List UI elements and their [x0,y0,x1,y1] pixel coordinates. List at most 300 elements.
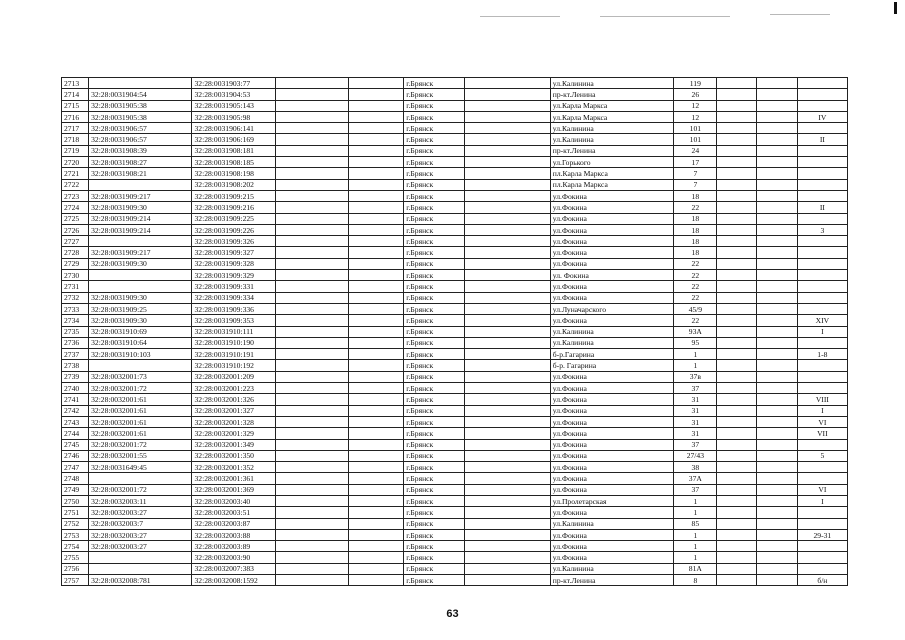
parcel-cadastral-cell [89,563,192,574]
city-cell: г.Брянск [404,303,465,314]
table-row [62,236,848,247]
blank-cell-c [465,495,550,506]
blank-cell-d [717,145,756,156]
blank-cell-c [465,111,550,122]
record-number-cell: 2713 [62,78,89,89]
blank-cell-e [756,281,797,292]
object-cadastral-cell: 32:28:0032003:88 [192,529,275,540]
blank-cell-d [717,247,756,258]
street-cell: ул.Горького [550,157,673,168]
house-number-cell: 17 [674,157,717,168]
blank-cell-b [349,428,404,439]
house-number-cell: 1 [674,495,717,506]
record-number-cell: 2720 [62,157,89,168]
blank-cell-e [756,157,797,168]
blank-cell-d [717,326,756,337]
table-row [62,168,848,179]
house-number-cell: 1 [674,529,717,540]
city-cell: г.Брянск [404,281,465,292]
blank-cell-c [465,78,550,89]
record-number-cell: 2726 [62,224,89,235]
table-row [62,247,848,258]
premises-number-cell [797,258,847,269]
blank-cell-e [756,202,797,213]
record-number-cell: 2757 [62,575,89,586]
record-number-cell: 2727 [62,236,89,247]
blank-cell-d [717,563,756,574]
street-cell: ул.Фокина [550,213,673,224]
table-row [62,202,848,213]
premises-number-cell [797,145,847,156]
blank-cell-a [275,78,348,89]
blank-cell-e [756,168,797,179]
blank-cell-d [717,405,756,416]
object-cadastral-cell: 32:28:0032003:90 [192,552,275,563]
blank-cell-e [756,89,797,100]
blank-cell-e [756,473,797,484]
premises-number-cell [797,552,847,563]
blank-cell-c [465,563,550,574]
blank-cell-d [717,495,756,506]
street-cell: ул.Луначарского [550,303,673,314]
blank-cell-d [717,281,756,292]
record-number-cell: 2754 [62,541,89,552]
table-row [62,541,848,552]
blank-cell-b [349,179,404,190]
parcel-cadastral-cell: 32:28:0032001:61 [89,394,192,405]
premises-number-cell: IV [797,111,847,122]
object-cadastral-cell: 32:28:0032001:209 [192,371,275,382]
premises-number-cell [797,371,847,382]
blank-cell-a [275,326,348,337]
blank-cell-a [275,462,348,473]
blank-cell-e [756,518,797,529]
record-number-cell: 2741 [62,394,89,405]
street-cell: б-р. Гагарина [550,360,673,371]
blank-cell-d [717,450,756,461]
record-number-cell: 2753 [62,529,89,540]
scan-edge-mark [894,2,897,14]
blank-cell-a [275,292,348,303]
table-row [62,575,848,586]
parcel-cadastral-cell: 32:28:0031908:39 [89,145,192,156]
city-cell: г.Брянск [404,563,465,574]
premises-number-cell [797,337,847,348]
street-cell: ул.Карла Маркса [550,111,673,122]
blank-cell-c [465,190,550,201]
blank-cell-b [349,383,404,394]
blank-cell-c [465,405,550,416]
parcel-cadastral-cell: 32:28:0031908:21 [89,168,192,179]
object-cadastral-cell: 32:28:0032001:329 [192,428,275,439]
blank-cell-b [349,157,404,168]
street-cell: ул.Фокина [550,450,673,461]
house-number-cell: 31 [674,405,717,416]
blank-cell-b [349,292,404,303]
blank-cell-e [756,326,797,337]
city-cell: г.Брянск [404,157,465,168]
blank-cell-c [465,326,550,337]
premises-number-cell: II [797,134,847,145]
house-number-cell: 22 [674,270,717,281]
city-cell: г.Брянск [404,224,465,235]
city-cell: г.Брянск [404,371,465,382]
parcel-cadastral-cell: 32:28:0032001:61 [89,428,192,439]
scan-noise-line [480,16,560,17]
street-cell: ул.Фокина [550,224,673,235]
blank-cell-d [717,315,756,326]
record-number-cell: 2755 [62,552,89,563]
house-number-cell: 31 [674,394,717,405]
street-cell: ул.Калинина [550,563,673,574]
parcel-cadastral-cell: 32:28:0031909:30 [89,292,192,303]
blank-cell-d [717,111,756,122]
object-cadastral-cell: 32:28:0031906:141 [192,123,275,134]
object-cadastral-cell: 32:28:0032001:327 [192,405,275,416]
parcel-cadastral-cell [89,552,192,563]
blank-cell-c [465,157,550,168]
premises-number-cell [797,78,847,89]
object-cadastral-cell: 32:28:0032003:89 [192,541,275,552]
blank-cell-b [349,303,404,314]
house-number-cell: 45/9 [674,303,717,314]
blank-cell-b [349,168,404,179]
table-row [62,111,848,122]
blank-cell-a [275,157,348,168]
blank-cell-e [756,134,797,145]
house-number-cell: 37 [674,383,717,394]
blank-cell-e [756,507,797,518]
object-cadastral-cell: 32:28:0031910:190 [192,337,275,348]
blank-cell-c [465,303,550,314]
object-cadastral-cell: 32:28:0032001:349 [192,439,275,450]
street-cell: ул.Фокина [550,507,673,518]
blank-cell-c [465,473,550,484]
object-cadastral-cell: 32:28:0031908:202 [192,179,275,190]
record-number-cell: 2756 [62,563,89,574]
table-row [62,179,848,190]
blank-cell-c [465,428,550,439]
blank-cell-e [756,315,797,326]
parcel-cadastral-cell: 32:28:0031910:103 [89,349,192,360]
premises-number-cell [797,100,847,111]
street-cell: ул.Фокина [550,383,673,394]
blank-cell-b [349,575,404,586]
scan-noise-line [600,16,730,17]
blank-cell-a [275,507,348,518]
blank-cell-b [349,247,404,258]
blank-cell-b [349,111,404,122]
city-cell: г.Брянск [404,495,465,506]
record-number-cell: 2746 [62,450,89,461]
blank-cell-c [465,360,550,371]
blank-cell-d [717,529,756,540]
street-cell: ул.Фокина [550,236,673,247]
blank-cell-d [717,337,756,348]
table-row [62,157,848,168]
table-row [62,190,848,201]
parcel-cadastral-cell: 32:28:0032003:27 [89,541,192,552]
object-cadastral-cell: 32:28:0031908:198 [192,168,275,179]
street-cell: ул.Калинина [550,518,673,529]
city-cell: г.Брянск [404,575,465,586]
blank-cell-a [275,224,348,235]
object-cadastral-cell: 32:28:0031908:181 [192,145,275,156]
record-number-cell: 2737 [62,349,89,360]
city-cell: г.Брянск [404,349,465,360]
blank-cell-a [275,247,348,258]
premises-number-cell [797,281,847,292]
table-row [62,123,848,134]
house-number-cell: 1 [674,507,717,518]
house-number-cell: 22 [674,281,717,292]
blank-cell-e [756,123,797,134]
table-row [62,495,848,506]
blank-cell-c [465,179,550,190]
table-row [62,383,848,394]
premises-number-cell [797,123,847,134]
blank-cell-e [756,575,797,586]
object-cadastral-cell: 32:28:0032001:352 [192,462,275,473]
house-number-cell: 18 [674,190,717,201]
blank-cell-b [349,450,404,461]
house-number-cell: 24 [674,145,717,156]
blank-cell-e [756,428,797,439]
house-number-cell: 26 [674,89,717,100]
premises-number-cell [797,303,847,314]
blank-cell-d [717,89,756,100]
blank-cell-b [349,270,404,281]
premises-number-cell: VI [797,484,847,495]
blank-cell-b [349,541,404,552]
table-row [62,292,848,303]
blank-cell-e [756,529,797,540]
blank-cell-d [717,213,756,224]
premises-number-cell [797,89,847,100]
blank-cell-d [717,428,756,439]
premises-number-cell: VII [797,428,847,439]
blank-cell-c [465,439,550,450]
record-number-cell: 2730 [62,270,89,281]
blank-cell-e [756,439,797,450]
blank-cell-b [349,202,404,213]
street-cell: ул.Пролетарская [550,495,673,506]
house-number-cell: 1 [674,360,717,371]
object-cadastral-cell: 32:28:0031909:328 [192,258,275,269]
blank-cell-a [275,371,348,382]
city-cell: г.Брянск [404,168,465,179]
blank-cell-a [275,450,348,461]
premises-number-cell [797,236,847,247]
record-number-cell: 2739 [62,371,89,382]
scan-noise-line [770,14,830,15]
street-cell: ул.Калинина [550,326,673,337]
blank-cell-a [275,541,348,552]
blank-cell-c [465,224,550,235]
table-row [62,349,848,360]
street-cell: ул.Фокина [550,394,673,405]
blank-cell-e [756,349,797,360]
record-number-cell: 2732 [62,292,89,303]
premises-number-cell: XIV [797,315,847,326]
blank-cell-d [717,416,756,427]
record-number-cell: 2723 [62,190,89,201]
blank-cell-a [275,123,348,134]
parcel-cadastral-cell [89,236,192,247]
blank-cell-e [756,360,797,371]
premises-number-cell [797,179,847,190]
blank-cell-c [465,123,550,134]
blank-cell-b [349,416,404,427]
blank-cell-b [349,224,404,235]
premises-number-cell [797,360,847,371]
blank-cell-c [465,202,550,213]
blank-cell-c [465,236,550,247]
premises-number-cell: 5 [797,450,847,461]
blank-cell-b [349,100,404,111]
city-cell: г.Брянск [404,473,465,484]
blank-cell-a [275,575,348,586]
parcel-cadastral-cell: 32:28:0031649:45 [89,462,192,473]
city-cell: г.Брянск [404,100,465,111]
house-number-cell: 81А [674,563,717,574]
blank-cell-d [717,349,756,360]
city-cell: г.Брянск [404,394,465,405]
blank-cell-e [756,371,797,382]
object-cadastral-cell: 32:28:0031909:327 [192,247,275,258]
blank-cell-e [756,213,797,224]
street-cell: ул.Фокина [550,281,673,292]
record-number-cell: 2748 [62,473,89,484]
city-cell: г.Брянск [404,179,465,190]
premises-number-cell [797,518,847,529]
table-row [62,473,848,484]
city-cell: г.Брянск [404,450,465,461]
blank-cell-e [756,405,797,416]
object-cadastral-cell: 32:28:0031904:53 [192,89,275,100]
city-cell: г.Брянск [404,428,465,439]
blank-cell-c [465,89,550,100]
table-row [62,258,848,269]
street-cell: ул.Фокина [550,292,673,303]
blank-cell-b [349,190,404,201]
blank-cell-b [349,281,404,292]
record-number-cell: 2714 [62,89,89,100]
blank-cell-c [465,168,550,179]
object-cadastral-cell: 32:28:0031909:216 [192,202,275,213]
blank-cell-d [717,157,756,168]
blank-cell-d [717,552,756,563]
blank-cell-b [349,360,404,371]
blank-cell-c [465,529,550,540]
house-number-cell: 12 [674,111,717,122]
blank-cell-e [756,416,797,427]
parcel-cadastral-cell: 32:28:0031905:38 [89,111,192,122]
blank-cell-c [465,552,550,563]
parcel-cadastral-cell: 32:28:0031909:217 [89,247,192,258]
street-cell: ул.Фокина [550,190,673,201]
table-row [62,394,848,405]
premises-number-cell: 1-8 [797,349,847,360]
blank-cell-e [756,303,797,314]
city-cell: г.Брянск [404,145,465,156]
blank-cell-b [349,439,404,450]
object-cadastral-cell: 32:28:0032001:326 [192,394,275,405]
house-number-cell: 31 [674,428,717,439]
parcel-cadastral-cell: 32:28:0032001:72 [89,383,192,394]
blank-cell-a [275,315,348,326]
blank-cell-d [717,383,756,394]
blank-cell-a [275,145,348,156]
parcel-cadastral-cell: 32:28:0032003:11 [89,495,192,506]
object-cadastral-cell: 32:28:0031909:225 [192,213,275,224]
house-number-cell: 95 [674,337,717,348]
parcel-cadastral-cell: 32:28:0031908:27 [89,157,192,168]
city-cell: г.Брянск [404,529,465,540]
record-number-cell: 2724 [62,202,89,213]
blank-cell-d [717,575,756,586]
table-row [62,315,848,326]
city-cell: г.Брянск [404,270,465,281]
city-cell: г.Брянск [404,337,465,348]
street-cell: ул.Фокина [550,416,673,427]
object-cadastral-cell: 32:28:0032003:40 [192,495,275,506]
blank-cell-b [349,236,404,247]
blank-cell-b [349,473,404,484]
blank-cell-a [275,190,348,201]
blank-cell-a [275,360,348,371]
blank-cell-a [275,100,348,111]
property-register-table [61,77,848,586]
blank-cell-b [349,552,404,563]
blank-cell-a [275,337,348,348]
object-cadastral-cell: 32:28:0031909:331 [192,281,275,292]
house-number-cell: 101 [674,123,717,134]
blank-cell-a [275,405,348,416]
premises-number-cell: 29-31 [797,529,847,540]
blank-cell-b [349,371,404,382]
object-cadastral-cell: 32:28:0031909:329 [192,270,275,281]
table-row [62,281,848,292]
blank-cell-c [465,484,550,495]
street-cell: ул.Фокина [550,541,673,552]
house-number-cell: 22 [674,202,717,213]
blank-cell-b [349,78,404,89]
city-cell: г.Брянск [404,541,465,552]
premises-number-cell: I [797,326,847,337]
object-cadastral-cell: 32:28:0031906:169 [192,134,275,145]
city-cell: г.Брянск [404,326,465,337]
blank-cell-d [717,292,756,303]
blank-cell-c [465,394,550,405]
blank-cell-d [717,258,756,269]
city-cell: г.Брянск [404,518,465,529]
house-number-cell: 12 [674,100,717,111]
city-cell: г.Брянск [404,292,465,303]
city-cell: г.Брянск [404,89,465,100]
blank-cell-e [756,258,797,269]
blank-cell-b [349,484,404,495]
object-cadastral-cell: 32:28:0031910:192 [192,360,275,371]
parcel-cadastral-cell: 32:28:0031909:30 [89,258,192,269]
table-row [62,326,848,337]
record-number-cell: 2729 [62,258,89,269]
house-number-cell: 22 [674,315,717,326]
blank-cell-d [717,270,756,281]
street-cell: ул.Фокина [550,529,673,540]
house-number-cell: 31 [674,416,717,427]
parcel-cadastral-cell: 32:28:0031910:64 [89,337,192,348]
